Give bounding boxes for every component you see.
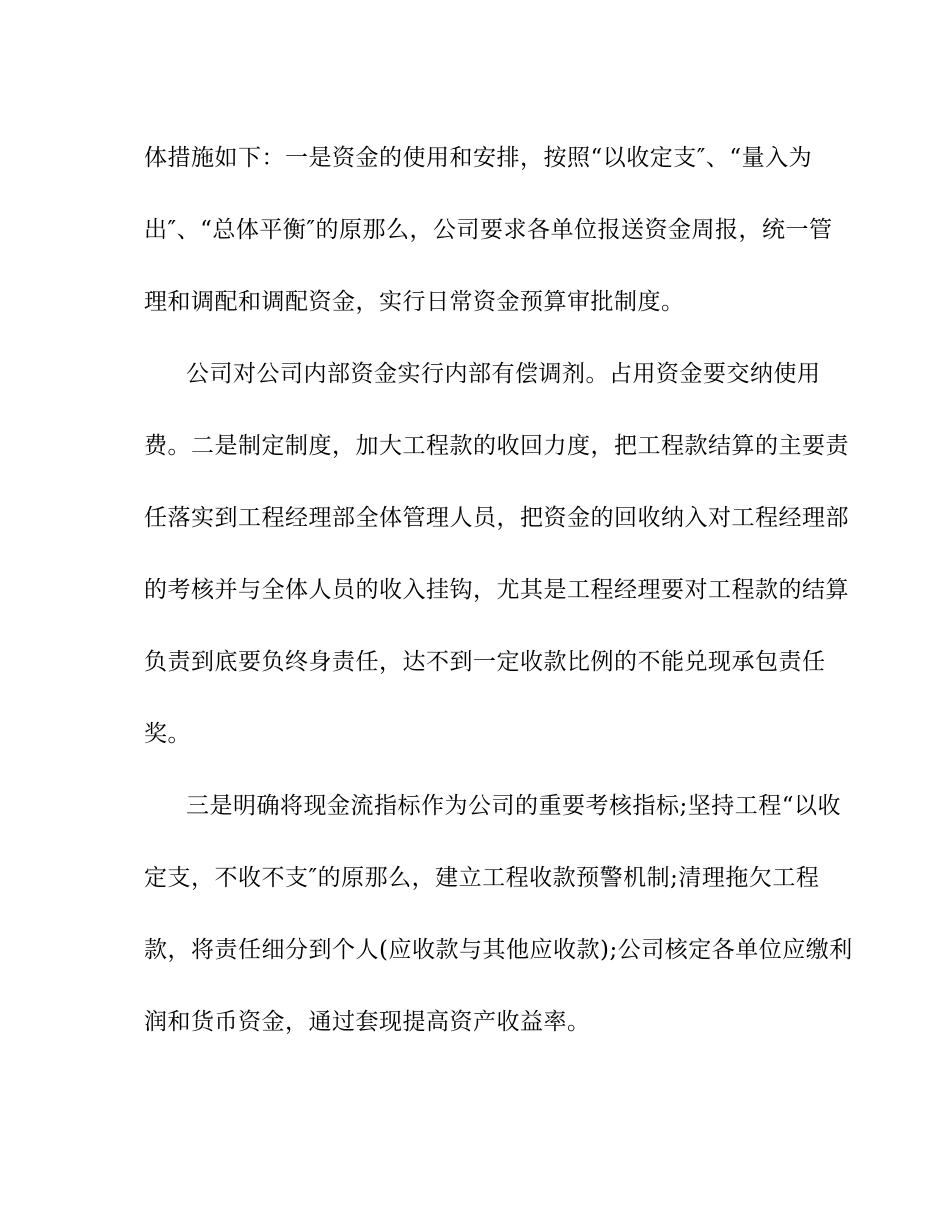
paragraph-line: 出″、“总体平衡″的原那么，公司要求各单位报送资金周报，统一管: [144, 217, 833, 243]
paragraph-line: 理和调配和调配资金，实行日常资金预算审批制度。: [144, 289, 685, 315]
paragraph-line: 公司对公司内部资金实行内部有偿调剂。占用资金要交纳使用: [186, 361, 821, 387]
paragraph-line: 负责到底要负终身责任，达不到一定收款比例的不能兑现承包责任: [144, 649, 826, 675]
paragraph-line: 的考核并与全体人员的收入挂钩，尤其是工程经理要对工程款的结算: [144, 577, 849, 603]
paragraph-line: 任落实到工程经理部全体管理人员，把资金的回收纳入对工程经理部: [144, 505, 849, 531]
paragraph-line: 润和货币资金，通过套现提高资产收益率。: [144, 1009, 591, 1035]
paragraph-line: 奖。: [144, 721, 191, 747]
paragraph-line: 体措施如下：一是资金的使用和安排，按照“以收定支″、“量入为: [144, 145, 813, 171]
paragraph-line: 三是明确将现金流指标作为公司的重要考核指标;坚持工程“以收: [186, 793, 842, 819]
paragraph-line: 款，将责任细分到个人(应收款与其他应收款);公司核定各单位应缴利: [144, 937, 853, 963]
paragraph-line: 定支，不收不支″的原那么，建立工程收款预警机制;清理拖欠工程: [144, 865, 820, 891]
paragraph-line: 费。二是制定制度，加大工程款的收回力度，把工程款结算的主要责: [144, 433, 849, 459]
